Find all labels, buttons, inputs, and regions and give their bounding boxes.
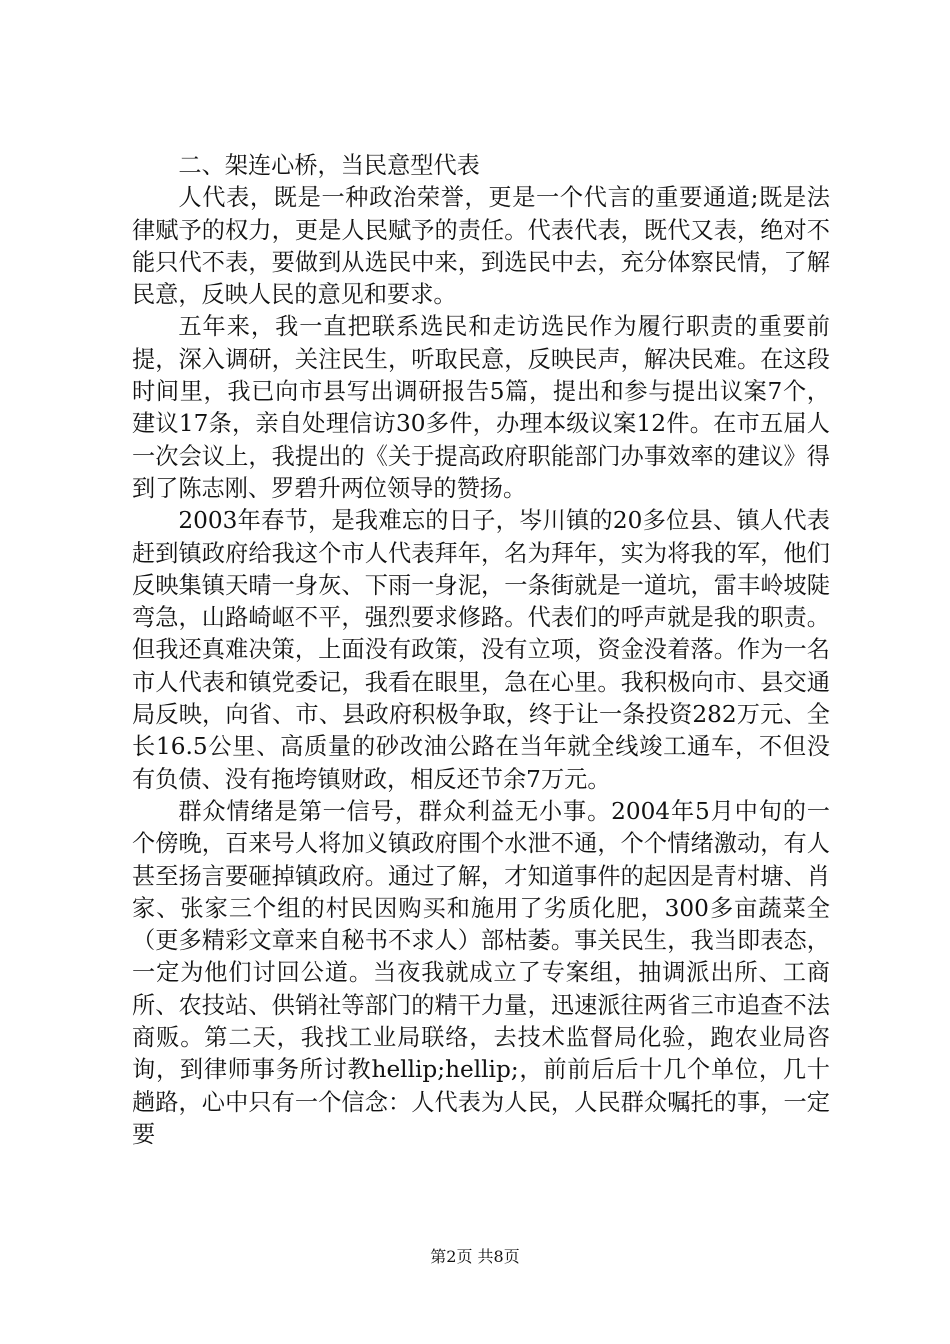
page-footer: 第2页 共8页 [430,1247,520,1266]
paragraph-2: 五年来，我一直把联系选民和走访选民作为履行职责的重要前提，深入调研，关注民生，听取民意，反映民声，解决民难。在这段时间里，我已向市县写出调研报告5篇，提出和参与提出议案7个，建议17条，亲自处理信访30多件，办理本级议案12件。在市五届人一次会议上，我提出的《关于提高政府职能部门办事效率的建议》得到了陈志刚、罗碧升两位领导的赞扬。 [132,313,830,502]
paragraph-4: 群众情绪是第一信号，群众利益无小事。2004年5月中旬的一个傍晚，百来号人将加义镇政府围个水泄不通，个个情绪激动，有人甚至扬言要砸掉镇政府。通过了解，才知道事件的起因是青村塘、肖家、张家三个组的村民因购买和施用了劣质化肥，300多亩蔬菜全（更多精彩文章来自秘书不求人）部枯萎。事关民生，我当即表态，一定为他们讨回公道。当夜我就成立了专案组，抽调派出所、工商所、农技站、供销社等部门的精干力量，迅速派往两省三市追查不法商贩。第二天，我找工业局联络，去技术监督局化验，跑农业局咨询，到律师事务所讨教hellip;hellip;，前前后后十几个单位，几十趟路，心中只有一个信念：人代表为人民，人民群众嘱托的事，一定要 [132,797,830,1148]
paragraph-3: 2003年春节，是我难忘的日子，岑川镇的20多位县、镇人代表赶到镇政府给我这个市人代表拜年，名为拜年，实为将我的军，他们反映集镇天晴一身灰、下雨一身泥，一条街就是一道坑，雷丰岭坡陡弯急，山路崎岖不平，强烈要求修路。代表们的呼声就是我的职责。但我还真难决策，上面没有政策，没有立项，资金没着落。作为一名市人代表和镇党委记，我看在眼里，急在心里。我积极向市、县交通局反映，向省、市、县政府积极争取，终于让一条投资282万元、全长16.5公里、高质量的砂改油公路在当年就全线竣工通车，不但没有负债、没有拖垮镇财政，相反还节余7万元。 [132,507,830,793]
section-heading: 二、架连心桥，当民意型代表 [178,152,480,179]
document-body [132,150,830,1151]
paragraph-1: 人代表，既是一种政治荣誉，更是一个代言的重要通道;既是法律赋予的权力，更是人民赋予的责任。代表代表，既代又表，绝对不能只代不表，要做到从选民中来，到选民中去，充分体察民情，了解民意，反映人民的意见和要求。 [132,184,830,309]
